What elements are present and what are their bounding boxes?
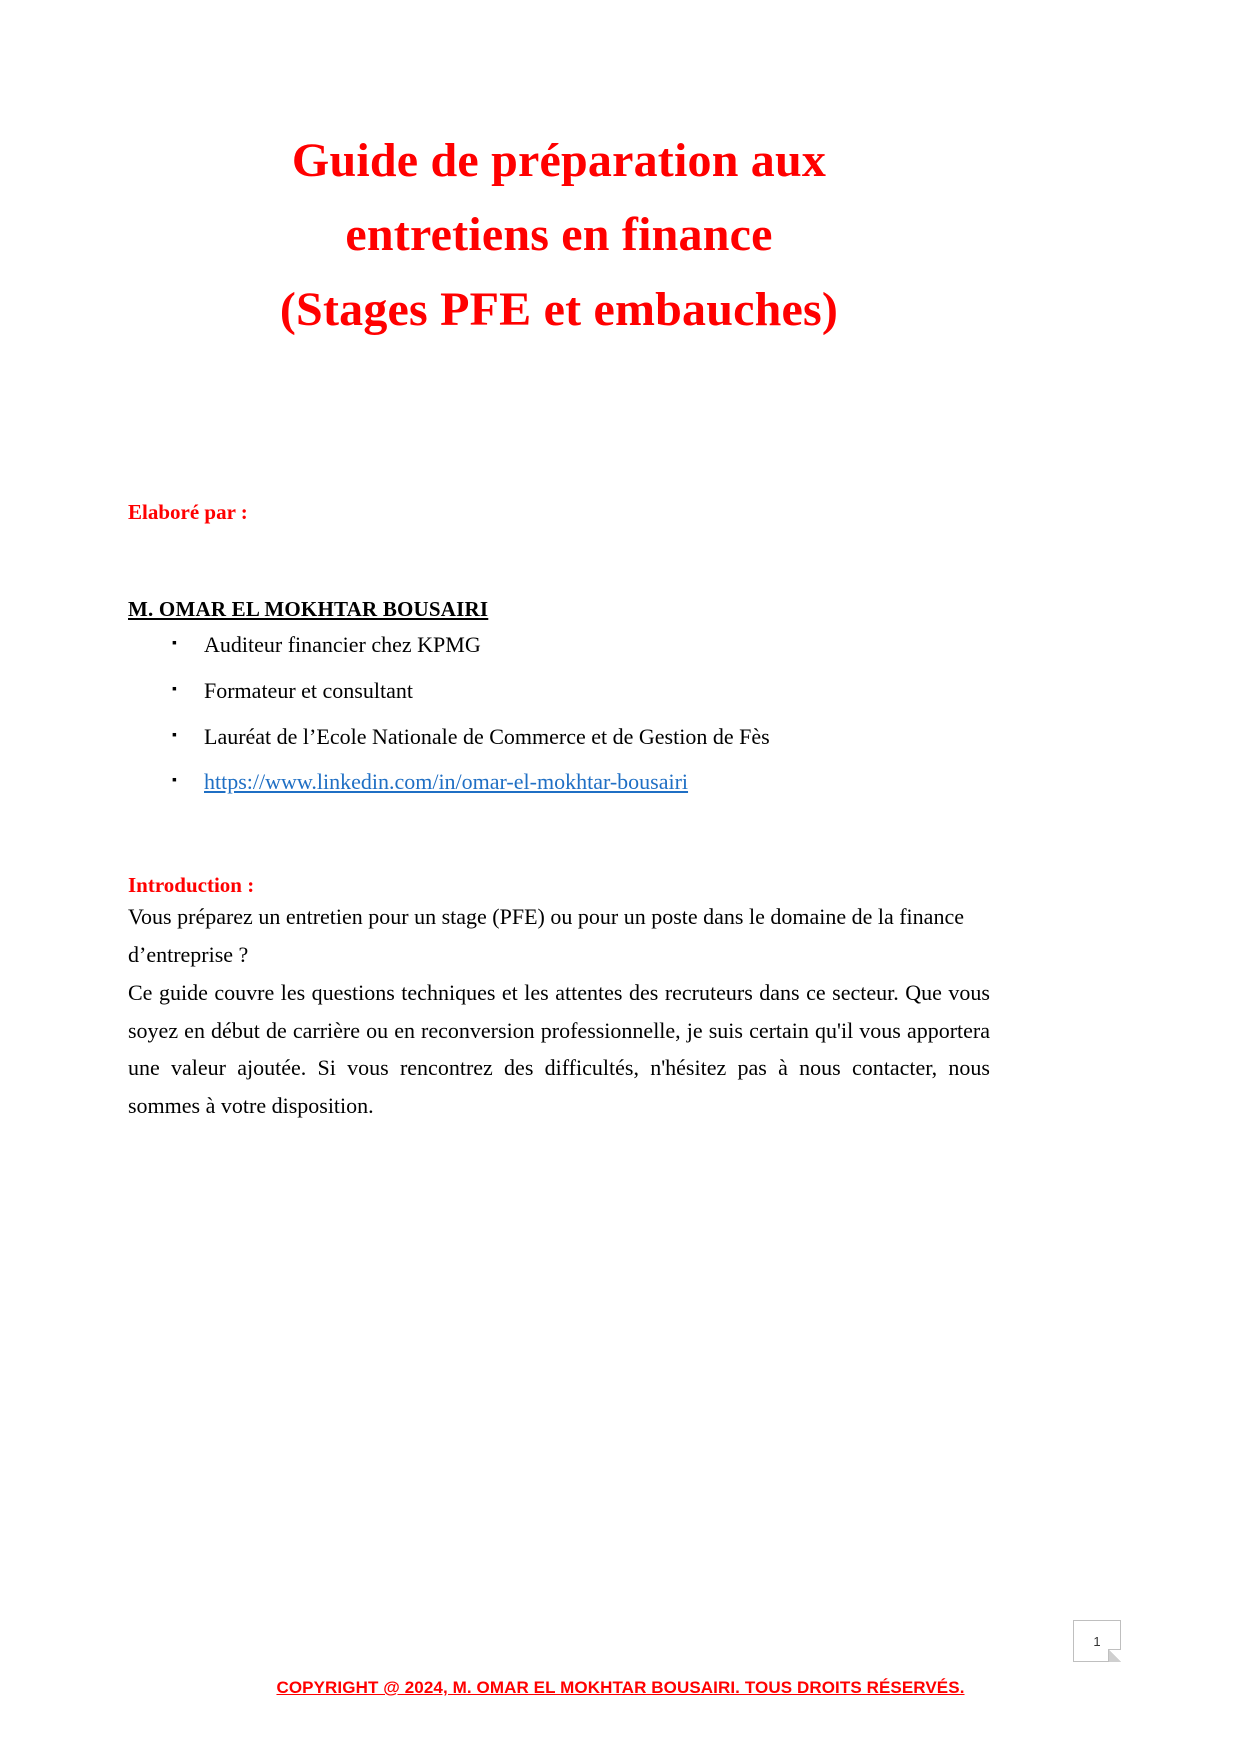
list-item-label: Auditeur financier chez KPMG <box>204 632 481 658</box>
bullet-square-icon: ▪ <box>172 727 177 743</box>
list-item-label: Formateur et consultant <box>204 677 413 703</box>
list-item <box>128 714 990 760</box>
linkedin-profile-link[interactable]: https://www.linkedin.com/in/omar-el-mokhtar-bousairi <box>204 769 689 795</box>
bullet-square-icon: ▪ <box>172 773 177 789</box>
page-title-line-3: (Stages PFE et embauches) <box>279 282 839 336</box>
footer <box>0 1678 1241 1698</box>
list-item-label: Lauréat de l’Ecole Nationale de Commerce et de Gestion de Fès <box>204 723 770 749</box>
introduction-paragraph-2: Ce guide couvre les questions techniques et les attentes des recruteurs dans ce secteur. Que vous soyez en début de carrière ou en reconversion professionnelle, je suis certain qu'il vous apportera une valeur ajoutée. Si vous rencontrez des difficultés, n'hésitez pas à nous contacter, nous sommes à votre disposition. <box>128 979 990 1119</box>
copyright-notice: COPYRIGHT @ 2024, M. OMAR EL MOKHTAR BOUSAIRI. TOUS DROITS RÉSERVÉS. <box>276 1678 965 1697</box>
page-title-line-2: entretiens en finance <box>345 208 773 262</box>
author-name: M. OMAR EL MOKHTAR BOUSAIRI <box>128 597 489 622</box>
elabore-par-heading: Elaboré par : <box>128 500 248 525</box>
page-title <box>128 0 990 347</box>
page-content <box>128 0 990 1125</box>
introduction-paragraph-1: Vous préparez un entretien pour un stage (PFE) ou pour un poste dans le domaine de la finance d’entreprise ? <box>128 904 964 967</box>
list-item <box>128 622 990 668</box>
page-number <box>1073 1620 1121 1662</box>
page-title-line-1: Guide de préparation aux <box>291 134 827 187</box>
page-number-label: 1 <box>1093 1633 1101 1649</box>
bullet-square-icon: ▪ <box>172 681 177 697</box>
list-item <box>128 759 990 805</box>
list-item <box>128 668 990 714</box>
introduction-heading: Introduction : <box>128 873 255 898</box>
credentials-list <box>128 622 990 805</box>
bullet-square-icon: ▪ <box>172 636 177 652</box>
